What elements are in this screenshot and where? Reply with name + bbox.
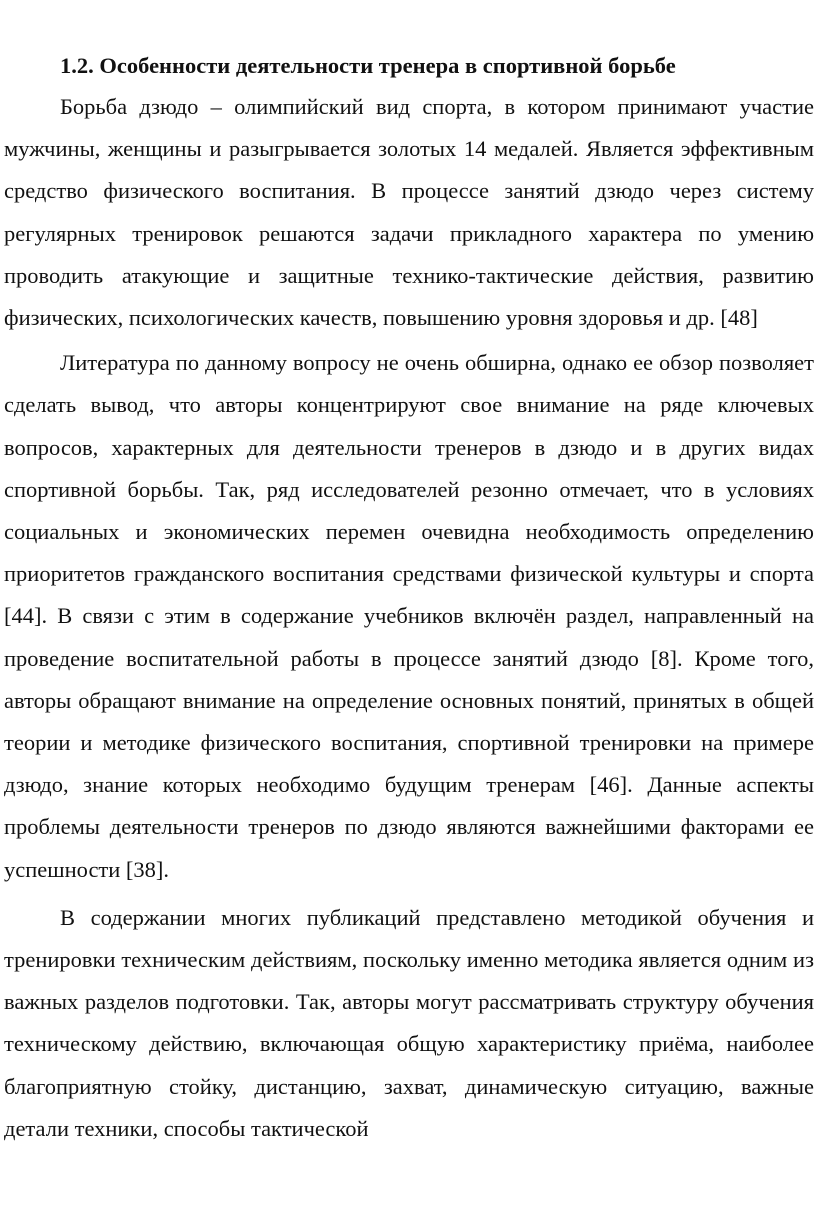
paragraph-training-methods: В содержании многих публикаций представлено методикой обучения и тренировки техническим действиям, поскольку именно методика является одним из важных разделов подготовки. Так, авторы могут рассматривать структуру обучения техническому действию, включающая общую характеристику приёма, наиболее благоприятную стойку, дистанцию, захват, динамическую ситуацию, важные детали техники, способы тактической bbox=[4, 904, 814, 1141]
section-heading: 1.2. Особенности деятельности тренера в спортивной борьбе bbox=[60, 53, 676, 78]
paragraph-literature-review: Литература по данному вопросу не очень обширна, однако ее обзор позволяет сделать вывод, что авторы концентрируют свое внимание на ряде ключевых вопросов, характерных для деятельности тренеров в дзюдо и в других видах спортивной борьбы. Так, ряд исследователей резонно отмечает, что в условиях социальных и экономических перемен очевидна необходимость определению приоритетов гражданского воспитания средствами физической культуры и спорта [44]. В связи с этим в содержание учебников включён раздел, направленный на проведение воспитательной работы в процессе занятий дзюдо [8]. Кроме того, авторы обращают внимание на определение основных понятий, принятых в общей теории и методике физического воспитания, спортивной тренировки на примере дзюдо, знание которых необходимо будущим тренерам [46]. Данные аспекты проблемы деятельности тренеров по дзюдо являются важнейшими факторами ее успешности [38]. bbox=[4, 350, 814, 882]
paragraph-judo-overview: Борьба дзюдо – олимпийский вид спорта, в котором принимают участие мужчины, женщины и разыгрывается золотых 14 медалей. Является эффективным средство физического воспитания. В процессе занятий дзюдо через систему регулярных тренировок решаются задачи прикладного характера по умению проводить атакующие и защитные технико-тактические действия, развитию физических, психологических качеств, повышению уровня здоровья и др. [48] bbox=[4, 94, 814, 331]
